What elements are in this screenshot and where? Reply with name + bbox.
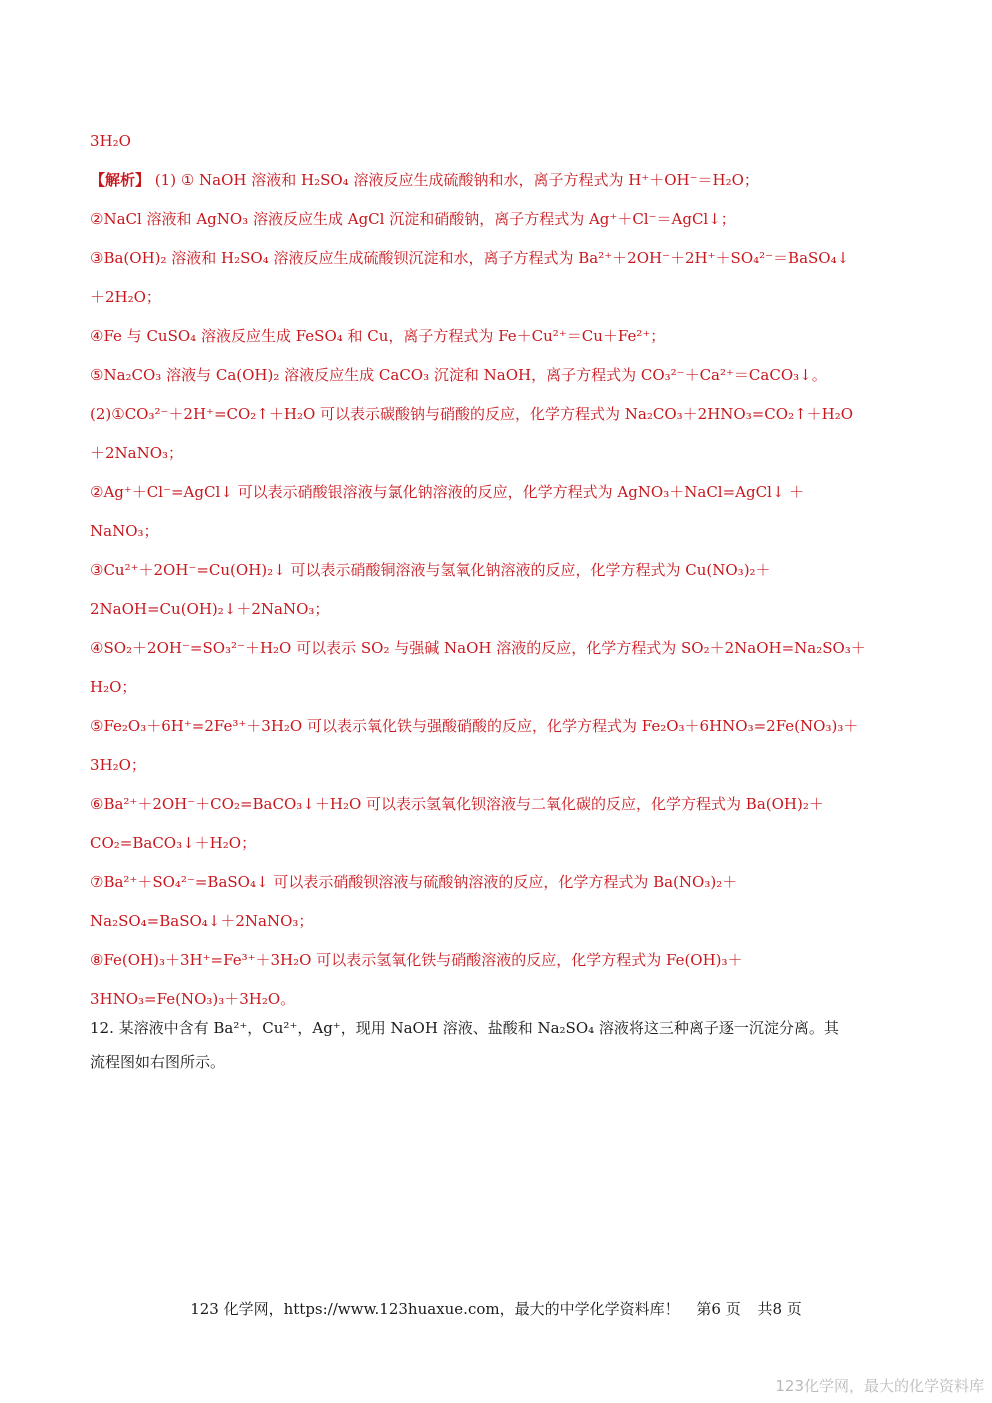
analysis-line: Na₂SO₄=BaSO₄↓＋2NaNO₃；: [90, 912, 314, 930]
analysis-line: ③Cu²⁺＋2OH⁻=Cu(OH)₂↓ 可以表示硝酸铜溶液与氢氧化钠溶液的反应，化学方程式为 Cu(NO₃)₂＋: [90, 561, 771, 579]
analysis-line: NaNO₃；: [90, 522, 159, 540]
analysis-line: ＋2H₂O；: [90, 288, 161, 306]
analysis-line: [90, 170, 905, 190]
analysis-line: ⑤Na₂CO₃ 溶液与 Ca(OH)₂ 溶液反应生成 CaCO₃ 沉淀和 NaOH，离子方程式为 CO₃²⁻＋Ca²⁺＝CaCO₃↓。: [90, 366, 827, 384]
watermark: 123化学网，最大的化学资料库: [775, 1377, 984, 1395]
analysis-line: ④SO₂＋2OH⁻=SO₃²⁻＋H₂O 可以表示 SO₂ 与强碱 NaOH 溶液的反应，化学方程式为 SO₂＋2NaOH=Na₂SO₃＋: [90, 639, 866, 657]
footer-page-number: 第6 页: [696, 1300, 741, 1318]
analysis-line: ⑧Fe(OH)₃＋3H⁺=Fe³⁺＋3H₂O 可以表示氢氧化铁与硝酸溶液的反应，化学方程式为 Fe(OH)₃＋: [90, 951, 743, 969]
analysis-line: ⑦Ba²⁺＋SO₄²⁻=BaSO₄↓ 可以表示硝酸钡溶液与硫酸钠溶液的反应，化学方程式为 Ba(NO₃)₂＋: [90, 873, 738, 891]
previous-answer-fragment: 3H₂O: [90, 132, 131, 150]
analysis-line: (2)①CO₃²⁻＋2H⁺=CO₂↑＋H₂O 可以表示碳酸钠与硝酸的反应，化学方程式为 Na₂CO₃＋2HNO₃=CO₂↑＋H₂O: [90, 405, 854, 423]
analysis-tag: 【解析】: [90, 171, 151, 189]
page-footer: [0, 1299, 992, 1319]
question-line: 12. 某溶液中含有 Ba²⁺，Cu²⁺，Ag⁺，现用 NaOH 溶液、盐酸和 Na₂SO₄ 溶液将这三种离子逐一沉淀分离。其: [90, 1019, 839, 1037]
footer-total-pages: 共8 页: [757, 1300, 802, 1318]
analysis-line: ②NaCl 溶液和 AgNO₃ 溶液反应生成 AgCl 沉淀和硝酸钠，离子方程式为 Ag⁺＋Cl⁻＝AgCl↓；: [90, 210, 736, 228]
analysis-line: 3H₂O；: [90, 756, 146, 774]
analysis-line: 2NaOH=Cu(OH)₂↓＋2NaNO₃；: [90, 600, 330, 618]
analysis-line: CO₂=BaCO₃↓＋H₂O；: [90, 834, 257, 852]
analysis-line: 3HNO₃=Fe(NO₃)₃＋3H₂O。: [90, 990, 296, 1008]
footer-site-text: 123 化学网，https://www.123huaxue.com，最大的中学化学资料库！: [190, 1300, 680, 1318]
analysis-line: ②Ag⁺＋Cl⁻=AgCl↓ 可以表示硝酸银溶液与氯化钠溶液的反应，化学方程式为 AgNO₃＋NaCl=AgCl↓ ＋: [90, 483, 805, 501]
analysis-line: ③Ba(OH)₂ 溶液和 H₂SO₄ 溶液反应生成硫酸钡沉淀和水，离子方程式为 Ba²⁺＋2OH⁻＋2H⁺＋SO₄²⁻＝BaSO₄↓: [90, 249, 850, 267]
question-line: 流程图如右图所示。: [90, 1053, 226, 1071]
analysis-line: ⑥Ba²⁺＋2OH⁻＋CO₂=BaCO₃↓＋H₂O 可以表示氢氧化钡溶液与二氧化碳的反应，化学方程式为 Ba(OH)₂＋: [90, 795, 824, 813]
analysis-line: ＋2NaNO₃；: [90, 444, 184, 462]
analysis-text: (1) ① NaOH 溶液和 H₂SO₄ 溶液反应生成硫酸钠和水，离子方程式为 H⁺＋OH⁻＝H₂O；: [154, 171, 759, 189]
analysis-line: ④Fe 与 CuSO₄ 溶液反应生成 FeSO₄ 和 Cu，离子方程式为 Fe＋Cu²⁺＝Cu＋Fe²⁺；: [90, 327, 666, 345]
analysis-line: ⑤Fe₂O₃＋6H⁺=2Fe³⁺＋3H₂O 可以表示氧化铁与强酸硝酸的反应，化学方程式为 Fe₂O₃＋6HNO₃=2Fe(NO₃)₃＋: [90, 717, 859, 735]
analysis-line: H₂O；: [90, 678, 137, 696]
